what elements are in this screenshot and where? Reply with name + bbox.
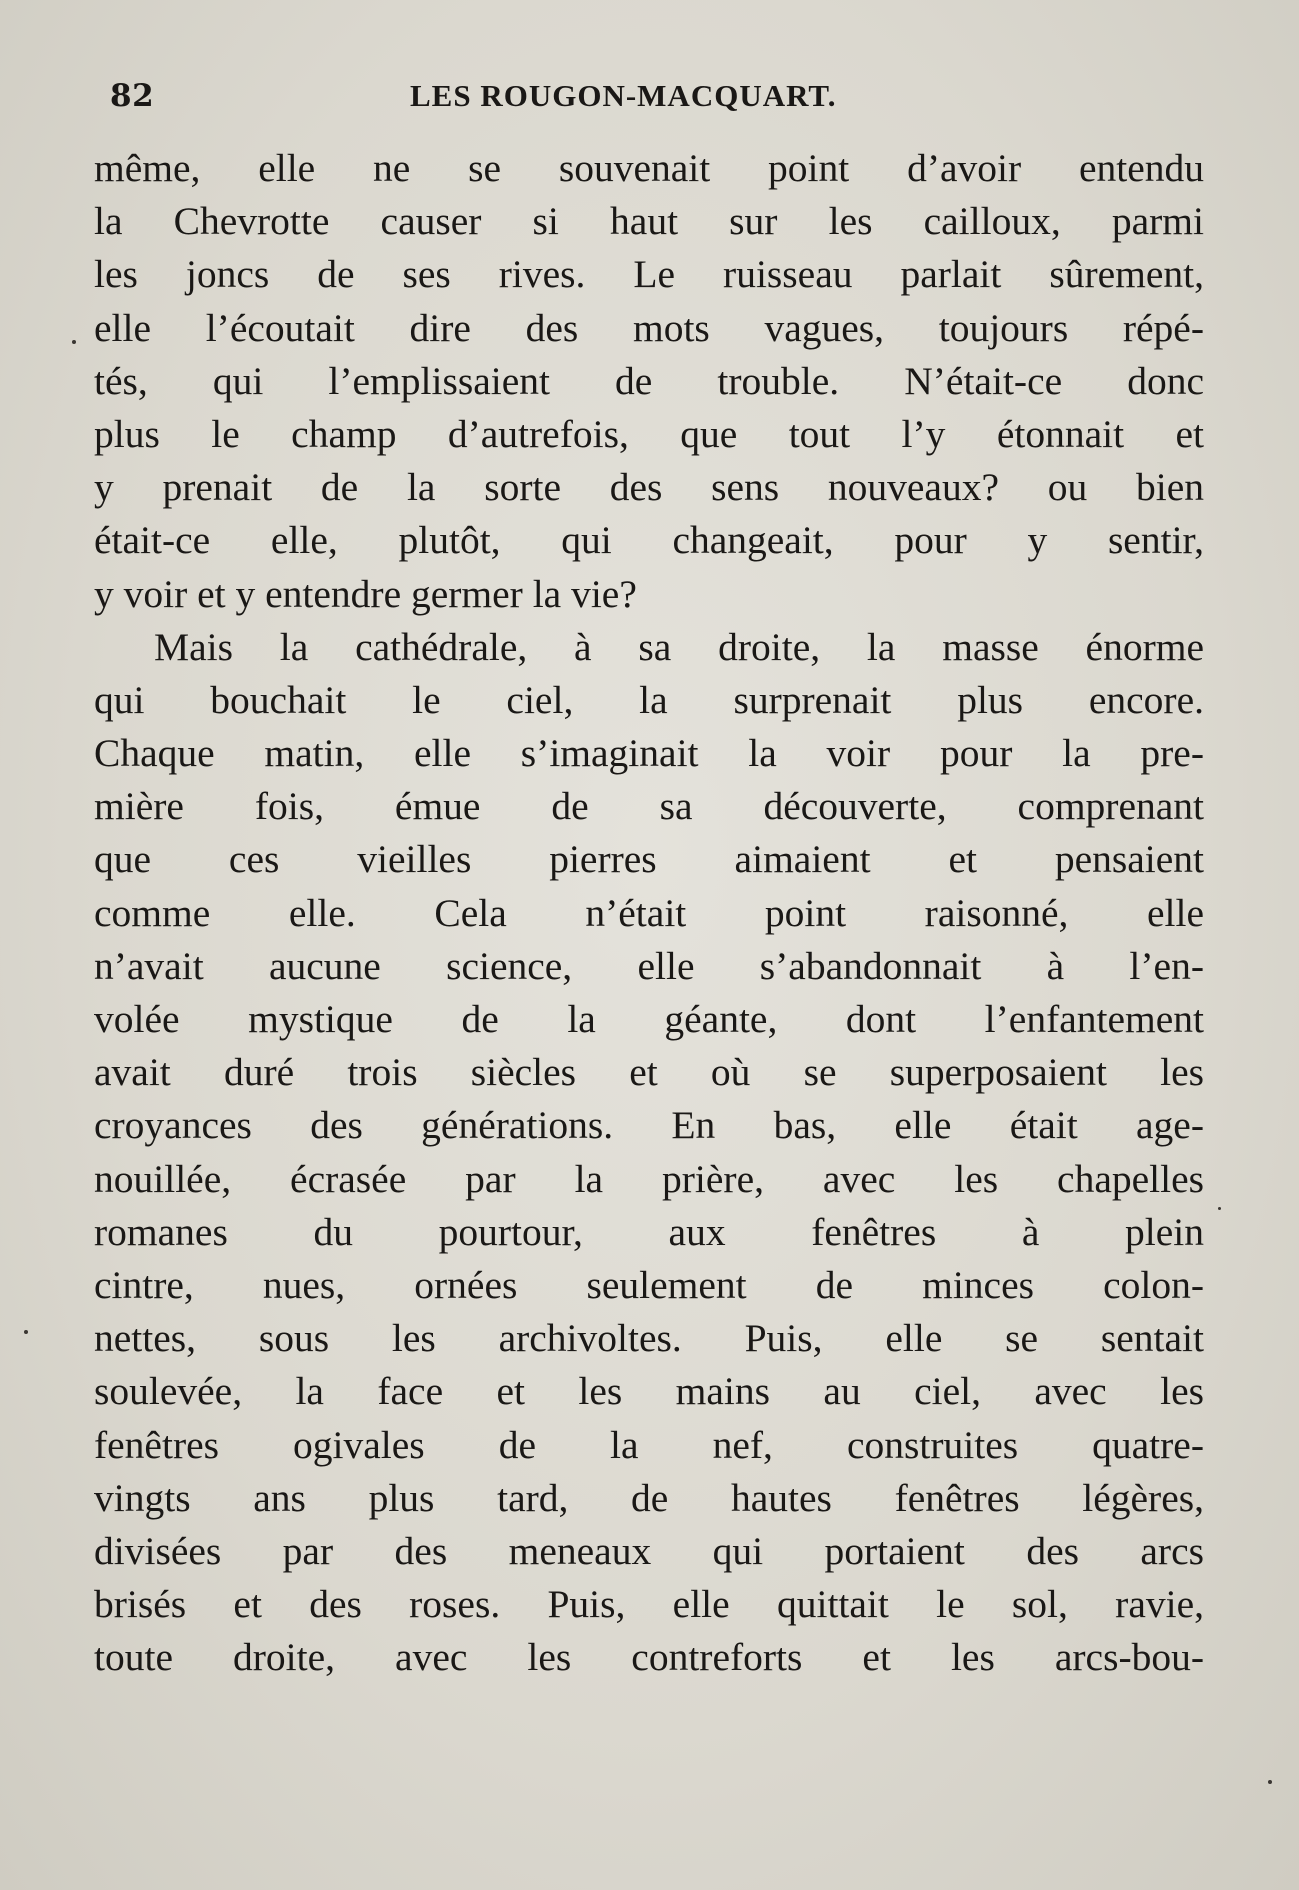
text-line: croyances des générations. En bas, elle était age- bbox=[94, 1103, 1204, 1148]
text-line: elle l’écoutait dire des mots vagues, toujours répé- bbox=[94, 305, 1204, 350]
paper-speck bbox=[24, 1330, 28, 1334]
paper-speck bbox=[1268, 1780, 1272, 1784]
text-line: Chaque matin, elle s’imaginait la voir pour la pre- bbox=[94, 731, 1204, 776]
text-line: brisés et des roses. Puis, elle quittait le sol, ravie, bbox=[94, 1582, 1204, 1627]
text-line: que ces vieilles pierres aimaient et pensaient bbox=[94, 837, 1204, 882]
text-line: cintre, nues, ornées seulement de minces colon- bbox=[94, 1262, 1204, 1307]
book-title: LES ROUGON-MACQUART. bbox=[410, 78, 837, 113]
text-line: toute droite, avec les contreforts et les arcs-bou- bbox=[94, 1635, 1204, 1680]
text-line: comme elle. Cela n’était point raisonné, elle bbox=[94, 890, 1204, 935]
text-line: divisées par des meneaux qui portaient des arcs bbox=[94, 1528, 1204, 1573]
text-line: plus le champ d’autrefois, que tout l’y étonnait et bbox=[94, 411, 1204, 456]
text-line: même, elle ne se souvenait point d’avoir entendu bbox=[94, 146, 1204, 190]
text-line: fenêtres ogivales de la nef, construites quatre- bbox=[94, 1422, 1204, 1467]
page-number: 82 bbox=[110, 78, 155, 114]
text-line: la Chevrotte causer si haut sur les cailloux, parmi bbox=[94, 199, 1204, 244]
text-line: avait duré trois siècles et où se superposaient les bbox=[94, 1050, 1204, 1095]
text-line: nettes, sous les archivoltes. Puis, elle se sentait bbox=[94, 1316, 1204, 1361]
running-head bbox=[110, 78, 1210, 128]
text-line: soulevée, la face et les mains au ciel, avec les bbox=[94, 1369, 1204, 1414]
text-line: y voir et y entendre germer la vie? bbox=[94, 571, 637, 616]
text-line: les joncs de ses rives. Le ruisseau parlait sûrement, bbox=[94, 252, 1204, 297]
body-text bbox=[94, 142, 1204, 1684]
text-line: tés, qui l’emplissaient de trouble. N’était-ce donc bbox=[94, 358, 1204, 403]
text-line: romanes du pourtour, aux fenêtres à plein bbox=[94, 1209, 1204, 1254]
text-line: Mais la cathédrale, à sa droite, la masse énorme bbox=[154, 624, 1204, 669]
paper-speck bbox=[1218, 1207, 1221, 1210]
text-line: mière fois, émue de sa découverte, comprenant bbox=[94, 784, 1204, 829]
text-line: n’avait aucune science, elle s’abandonnait à l’en- bbox=[94, 943, 1204, 988]
text-line: y prenait de la sorte des sens nouveaux? ou bien bbox=[94, 465, 1204, 510]
text-line: qui bouchait le ciel, la surprenait plus encore. bbox=[94, 677, 1204, 722]
text-line: vingts ans plus tard, de hautes fenêtres légères, bbox=[94, 1475, 1204, 1520]
text-line: était-ce elle, plutôt, qui changeait, pour y sentir, bbox=[94, 518, 1204, 563]
text-line: volée mystique de la géante, dont l’enfantement bbox=[94, 997, 1204, 1041]
paper-speck bbox=[72, 340, 76, 344]
text-line: nouillée, écrasée par la prière, avec les chapelles bbox=[94, 1156, 1204, 1201]
